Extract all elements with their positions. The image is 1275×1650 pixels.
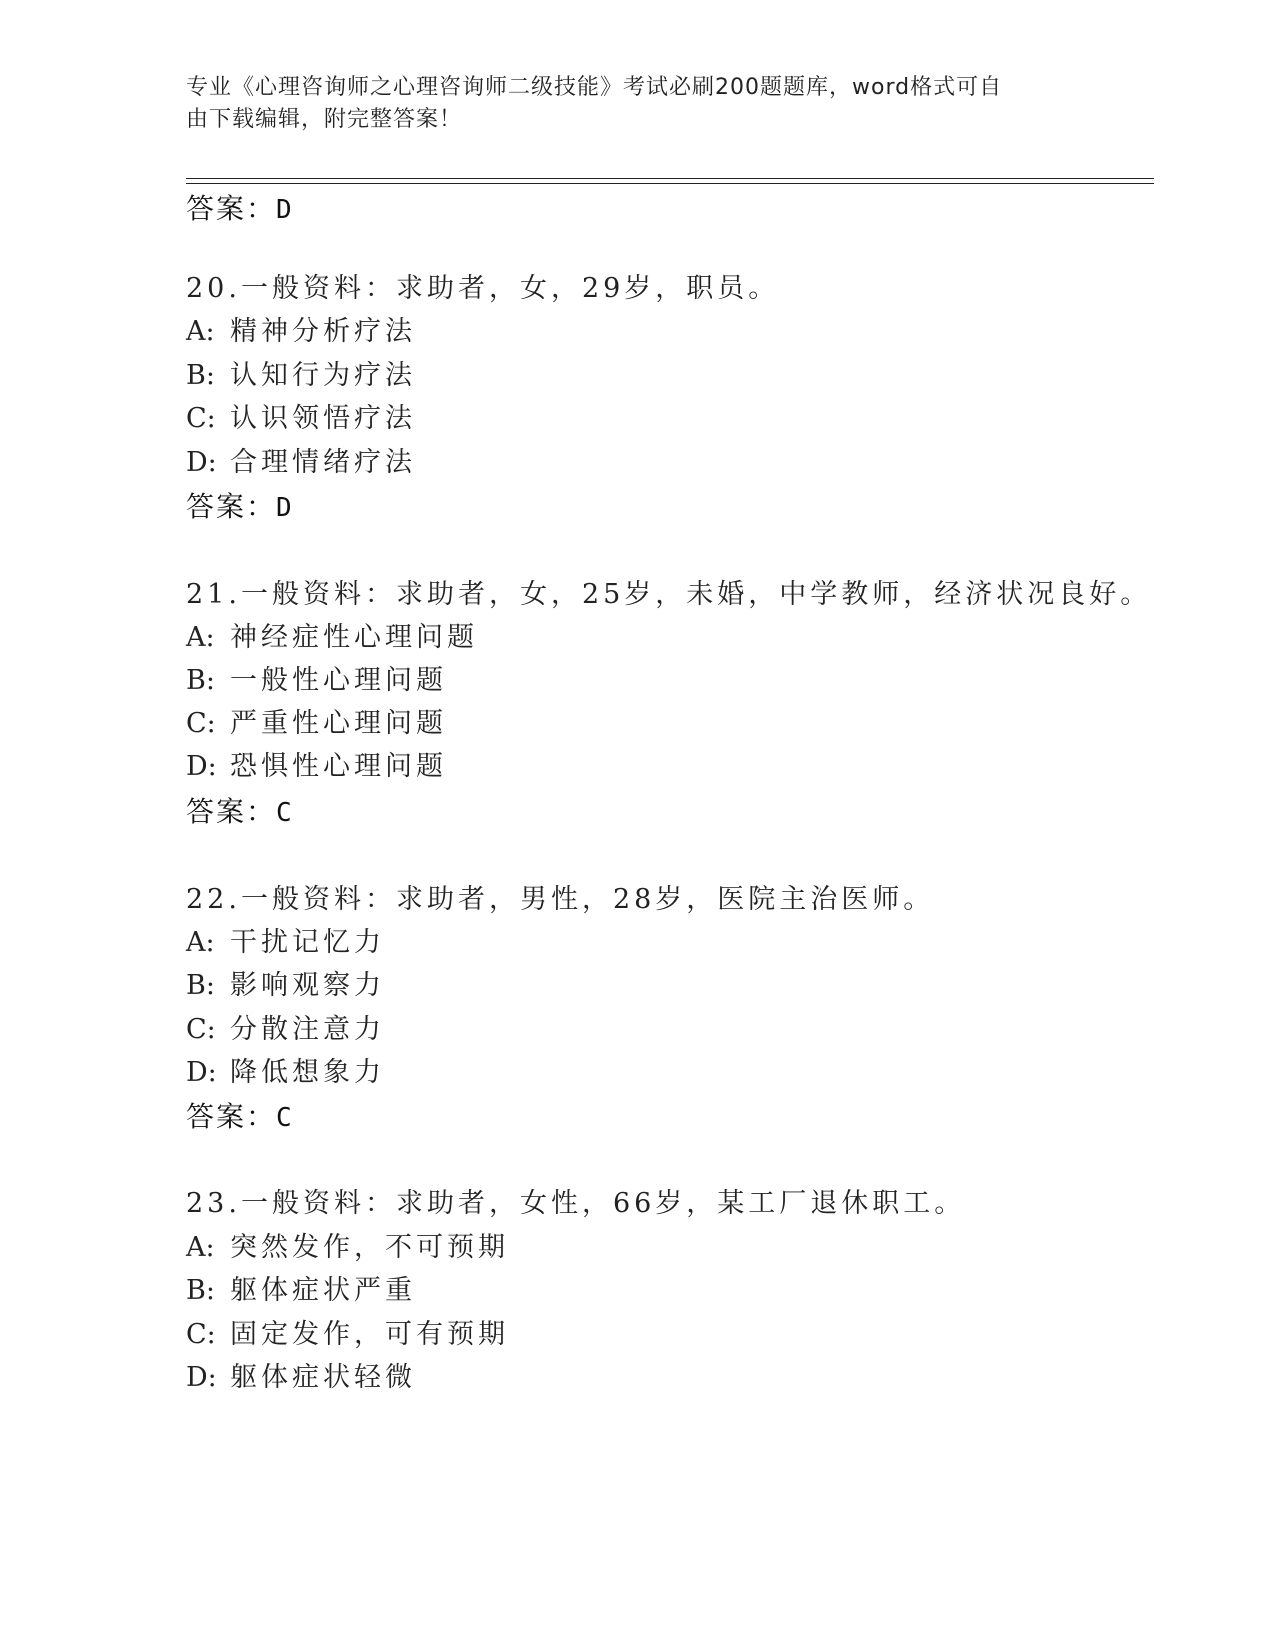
option-text: 认识领悟疗法 — [230, 403, 416, 434]
answer-value: D — [276, 195, 292, 225]
option-a — [186, 1231, 509, 1265]
option-text: 一般性心理问题 — [230, 665, 447, 696]
question-stem: 23.一般资料：求助者，女性，66岁，某工厂退休职工。 — [186, 1188, 966, 1219]
option-text: 突然发作，不可预期 — [230, 1232, 509, 1263]
question-stem: 22.一般资料：求助者，男性，28岁，医院主治医师。 — [186, 884, 935, 915]
answer-value: D — [276, 493, 292, 523]
header-line-2: 由下载编辑，附完整答案！ — [186, 107, 463, 132]
option-text: 严重性心理问题 — [230, 708, 447, 739]
question-stem: 20.一般资料：求助者，女，29岁，职员。 — [186, 273, 780, 304]
answer-line — [186, 795, 292, 830]
option-key: D: — [186, 1362, 217, 1393]
option-d — [186, 1056, 385, 1090]
option-key: C: — [186, 1319, 216, 1350]
option-key: A: — [186, 316, 215, 347]
answer-value: C — [276, 798, 292, 828]
option-a — [186, 926, 385, 960]
option-c — [186, 1013, 385, 1047]
answer-label: 答案： — [186, 192, 277, 225]
option-text: 合理情绪疗法 — [230, 447, 416, 478]
option-key: D: — [186, 751, 217, 782]
header-divider-top — [186, 178, 1154, 179]
option-text: 精神分析疗法 — [230, 316, 416, 347]
option-key: A: — [186, 927, 215, 958]
option-key: A: — [186, 1232, 215, 1263]
option-text: 干扰记忆力 — [230, 927, 385, 958]
header-divider-bottom — [186, 183, 1154, 184]
option-text: 认知行为疗法 — [230, 360, 416, 391]
option-key: C: — [186, 1014, 216, 1045]
option-text: 固定发作，可有预期 — [230, 1319, 509, 1350]
option-key: B: — [186, 970, 215, 1001]
option-key: D: — [186, 1057, 217, 1088]
question-stem: 21.一般资料：求助者，女，25岁，未婚，中学教师，经济状况良好。 — [186, 579, 1152, 610]
answer-line — [186, 1100, 292, 1135]
option-text: 神经症性心理问题 — [230, 622, 478, 653]
option-c — [186, 402, 416, 436]
option-text: 降低想象力 — [230, 1057, 385, 1088]
option-c — [186, 707, 447, 741]
option-b — [186, 664, 447, 698]
answer-line — [186, 192, 292, 227]
option-text: 影响观察力 — [230, 970, 385, 1001]
option-d — [186, 446, 416, 480]
option-key: A: — [186, 622, 215, 653]
option-key: D: — [186, 447, 217, 478]
option-text: 躯体症状轻微 — [230, 1362, 416, 1393]
option-text: 分散注意力 — [230, 1014, 385, 1045]
answer-label: 答案： — [186, 795, 277, 828]
option-text: 恐惧性心理问题 — [230, 751, 447, 782]
option-text: 躯体症状严重 — [230, 1275, 416, 1306]
answer-label: 答案： — [186, 1100, 277, 1133]
option-key: B: — [186, 665, 215, 696]
option-key: C: — [186, 708, 216, 739]
answer-label: 答案： — [186, 490, 277, 523]
option-b — [186, 1274, 416, 1308]
option-key: C: — [186, 403, 216, 434]
option-d — [186, 750, 447, 784]
option-a — [186, 621, 478, 655]
answer-line — [186, 490, 292, 525]
answer-value: C — [276, 1103, 292, 1133]
document-header — [186, 72, 1066, 136]
header-line-1: 专业《心理咨询师之心理咨询师二级技能》考试必刷200题题库，word格式可自 — [186, 75, 1003, 100]
option-b — [186, 359, 416, 393]
option-c — [186, 1318, 509, 1352]
option-key: B: — [186, 1275, 215, 1306]
option-a — [186, 315, 416, 349]
option-b — [186, 969, 385, 1003]
option-key: B: — [186, 360, 215, 391]
option-d — [186, 1361, 416, 1395]
